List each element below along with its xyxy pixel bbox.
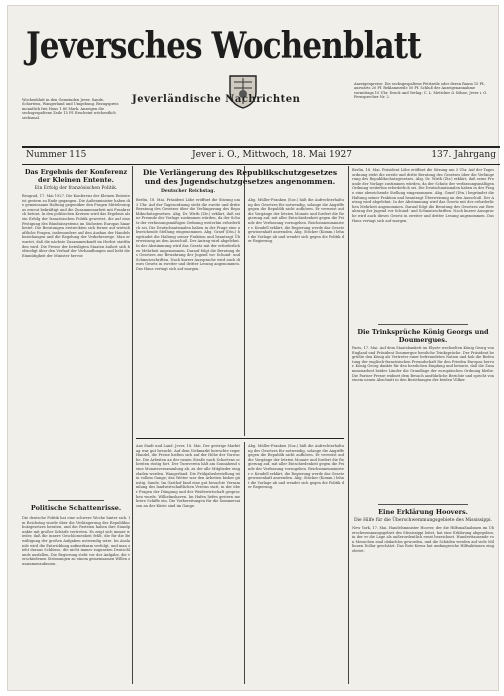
article-headline: Eine Erklärung Hoovers. (378, 508, 468, 516)
article-body: Berlin, 18. Mai. Präsident Löbe eröffnet die Sitzung um 3 Uhr. Auf der Tagesordnung steht die zweite und dritte Beratung des Gesetzes über die Verlängerung des Republikschutzgesetzes. Abg. Dr. Wirth (Ztr.) erklärt, daß seine Freunde der Vorlage zustimmen würden, da der Schutz der verfassungsmäßigen Ordnung weiterhin erforderlich sei. Die Deutschnationalen haben in der Frage eine abweichende Stellung eingenommen. Abg. Graef (Dtn.) begründet die Haltung seiner Fraktion und beantragt Überweisung an den Ausschuß. Der Antrag wird abgelehnt. In der Abstimmung wird das Gesetz mit der erforderlichen Mehrheit angenommen. Darauf folgt die Beratung des Gesetzes zur Bewahrung der Jugend vor Schund- und Schmutzschriften. Nach kurzer Aussprache wird auch dieses Gesetz in zweiter und dritter Lesung angenommen. Das Haus vertagt sich auf morgen. (352, 168, 494, 223)
masthead-rule (22, 146, 500, 148)
article-subheadline: Ein Erfolg der französischen Politik. (34, 186, 118, 191)
dateline-rule (22, 164, 500, 165)
article-body: Abg. Müller-Franken (Soz.) hält die Aufrechterhaltung des Gesetzes für notwendig, solange die Angriffe gegen die Republik nicht aufhören. Er verweist auf die Vorgänge der letzten Monate und fordert die Regierung auf, mit aller Entschiedenheit gegen die Feinde der Verfassung vorzugehen. Reichsinnenminister v. Keudell erklärt, die Regierung werde das Gesetz gewissenhaft anwenden. Abg. Stöcker (Komm.) lehnt die Vorlage ab und wendet sich gegen die Politik der Regierung. (248, 444, 344, 490)
article-divider (378, 324, 468, 325)
article-body: Berlin, 18. Mai. Präsident Löbe eröffnet die Sitzung um 3 Uhr. Auf der Tagesordnung steht die zweite und dritte Beratung des Gesetzes über die Verlängerung des Republikschutzgesetzes. Abg. Dr. Wirth (Ztr.) erklärt, daß seine Freunde der Vorlage zustimmen würden, da der Schutz der verfassungsmäßigen Ordnung weiterhin erforderlich sei. Die Deutschnationalen haben in der Frage eine abweichende Stellung eingenommen. Abg. Graef (Dtn.) begründet die Haltung seiner Fraktion und beantragt Überweisung an den Ausschuß. Der Antrag wird abgelehnt. In der Abstimmung wird das Gesetz mit der erforderlichen Mehrheit angenommen. Darauf folgt die Beratung des Gesetzes zur Bewahrung der Jugend vor Schund- und Schmutzschriften. Nach kurzer Aussprache wird auch dieses Gesetz in zweiter und dritter Lesung angenommen. Das Haus vertagt sich auf morgen. (136, 198, 240, 271)
column-separator (132, 166, 133, 684)
article-body: New York, 17. Mai. Handelsminister Hoover, der die Hilfsmaßnahmen im Überschwemmungsgebiet des Mississippi leitet, hat eine Erklärung abgegeben, in der er die Lage als außerordentlich ernst bezeichnet. Hunderttausende von Menschen sind obdachlos geworden, und die Schäden werden auf viele Millionen Dollar geschätzt. Das Rote Kreuz hat umfangreiche Hilfsaktionen eingeleitet. (352, 526, 494, 553)
article-body: Die deutsche Politik hat eine schwere Woche hinter sich. Im Reichstag wurde über die Verlängerung des Republikschutzgesetzes beraten, und die Parteien haben ihre Standpunkte mit großer Schärfe vertreten. Es zeigt sich immer wieder, daß die innere Geschlossenheit fehlt, die für die Bewältigung der großen Aufgaben notwendig wäre. Im Auslande wird die Entwicklung aufmerksam verfolgt, und man zieht daraus Schlüsse, die nicht immer zugunsten Deutschlands ausfallen. Die Regierung steht vor der Aufgabe, die verschiedenen Strömungen zu einem gemeinsamen Willen zusammenzufassen. (22, 516, 130, 566)
article-body: Aus Stadt und Land. Jever, 18. Mai. Der gestrige Markttag war gut besucht. Auf dem Viehmarkt herrschte reger Handel, die Preise hielten sich auf der Höhe der Vorwoche. Die Arbeiten an der neuen Straße nach Schortens schreiten rüstig fort. Der Turnverein hält am Sonnabend seine Monatsversammlung ab, zu der alle Mitglieder eingeladen werden. Wangerland. Die Frühjahrsbestellung ist in vollem Gange; das Wetter war den Arbeiten bisher günstig. Sande. Im Gasthof fand eine gut besuchte Versammlung des landwirtschaftlichen Vereins statt, in der über Fragen der Düngung und der Weidewirtschaft gesprochen wurde. Wilhelmshaven. Im Hafen liefen gestern mehrere Schiffe ein. Die Vorbereitungen für die Sommersaison an der Küste sind im Gange. (136, 444, 240, 508)
article-divider (378, 504, 468, 505)
volume-year: 137. Jahrgang (431, 150, 496, 160)
issue-date: Jever i. O., Mittwoch, 18. Mai 1927 (192, 150, 352, 160)
issue-number: Nummer 115 (26, 150, 87, 160)
article-subheadline: Die Hilfe für die Überschwemmungsgebiete des Mississippi. (353, 518, 493, 523)
masthead-subtitle: Jeverländische Nachrichten (132, 94, 301, 105)
article-divider (48, 500, 104, 501)
section-rule (136, 438, 344, 439)
newspaper-sheet (8, 6, 498, 690)
article-subheadline: Deutscher Reichstag. (160, 189, 216, 194)
column-separator (348, 166, 349, 684)
article-headline: Das Ergebnis der Konferenz der Kleinen Entente. (24, 168, 128, 184)
masthead-left-info: Wochenblatt in den Gemeinden Jever, Sande, Schortens, Wangerland und Umgebung. Bezugspreis monatlich frei Haus 1.80 Mark. Anzeigen die sechsgespaltene Zeile 15 Pf. Erscheint wöchentlich sechsmal. (22, 98, 119, 120)
article-body: Beograd, 17. Mai 1927. Die Konferenz der Kleinen Entente ist gestern zu Ende gegangen. Die Außenminister haben die gemeinsame Haltung gegenüber den Fragen Mitteleuropas erneut bekräftigt und die Zusammenarbeit mit Frankreich betont. In den politischen Kreisen wird das Ergebnis als ein Erfolg der französischen Politik gewertet, die auf eine Festigung des Bündnissystems im Südosten Europas hinarbeitet. Die Beratungen erstreckten sich ferner auf wirtschaftliche Fragen, insbesondere auf den Ausbau der Handelsbeziehungen und die Regelung der Verkehrswege. Man erwartet, daß die nächste Zusammenkunft im Herbst stattfinden wird. Die Presse der beteiligten Staaten äußert sich befriedigt über den Verlauf der Verhandlungen und hebt die Einmütigkeit der Minister hervor. (22, 194, 130, 258)
masthead-right-info: Anzeigenpreise: Die sechsgespaltene Petitzeile oder deren Raum 15 Pf., auswärts 20 Pf. Reklamezeile 50 Pf. Schluß der Anzeigenannahme vormittags 10 Uhr. Druck und Verlag: C. L. Mettcker & Söhne, Jever i. O. Fernsprecher Nr. 2. (354, 82, 488, 100)
column-separator (244, 442, 245, 684)
article-headline: Die Trinksprüche König Georgs und Doumergues. (357, 328, 489, 344)
article-body: Abg. Müller-Franken (Soz.) hält die Aufrechterhaltung des Gesetzes für notwendig, solange die Angriffe gegen die Republik nicht aufhören. Er verweist auf die Vorgänge der letzten Monate und fordert die Regierung auf, mit aller Entschiedenheit gegen die Feinde der Verfassung vorzugehen. Reichsinnenminister v. Keudell erklärt, die Regierung werde das Gesetz gewissenhaft anwenden. Abg. Stöcker (Komm.) lehnt die Vorlage ab und wendet sich gegen die Politik der Regierung. (248, 198, 344, 244)
masthead-title: Jeversches Wochenblatt (26, 25, 421, 67)
lead-article-headline: Die Verlängerung des Republikschutzgesetzes und des Jugendschutzgesetzes angenommen. (142, 168, 338, 186)
article-headline: Politische Schattenrisse. (30, 504, 122, 512)
dateline (22, 150, 500, 164)
column-separator (244, 166, 245, 436)
article-body: Paris, 17. Mai. Auf dem Staatsbankett im Elysée wechselten König Georg von England und Präsident Doumergue herzliche Trinksprüche. Der Präsident begrüßte den König als Vertreter einer befreundeten Nation und hob die Bedeutung der englisch-französischen Freundschaft für den Frieden Europas hervor. König Georg dankte für den herzlichen Empfang und betonte, daß die Zusammenarbeit beider Länder die Grundlage der europäischen Ordnung bleibe. Die Pariser Presse widmet dem Besuch ausführliche Berichte und spricht von einem neuen Abschnitt in den Beziehungen der beiden Völker. (352, 346, 494, 383)
